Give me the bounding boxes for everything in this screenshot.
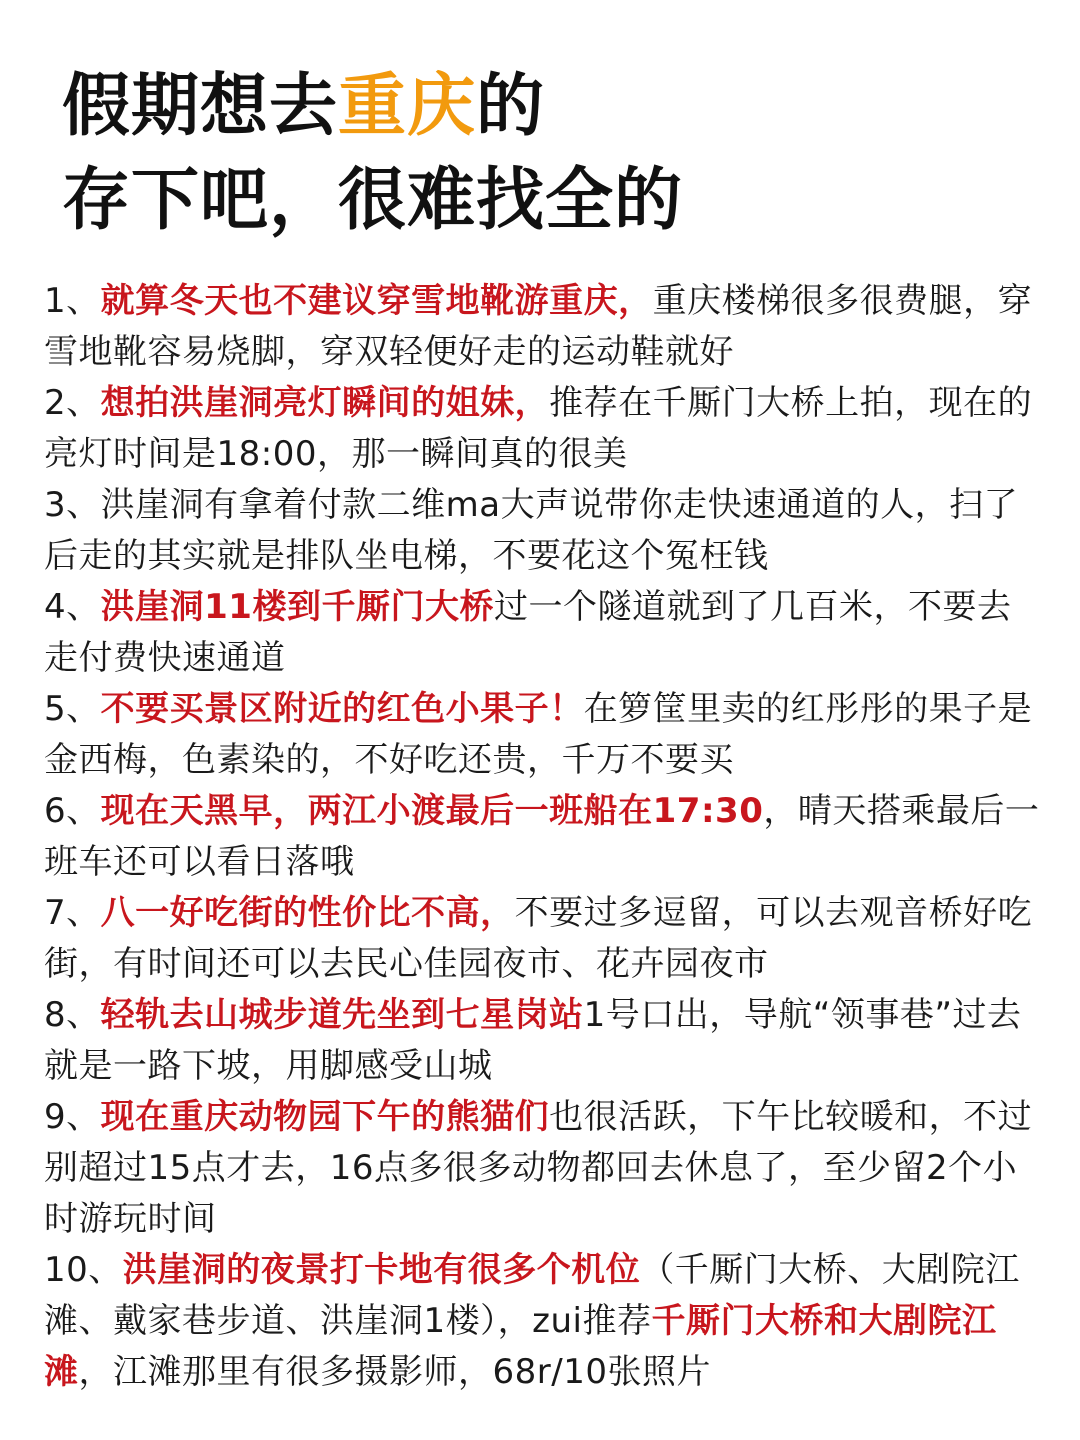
tip-highlight: 现在天黑早，两江小渡最后一班船在17:30 [100,791,764,831]
tip-number: 1、 [44,281,101,321]
title-suffix: 的 [476,67,546,146]
title-line1 [62,67,545,146]
tip-number: 7、 [44,893,101,933]
tip-text: 在箩筐里卖的红彤彤的果子是金西梅，色素染的，不好吃还贵，千万不要买 [44,689,1033,780]
tip-item-4 [44,582,1044,684]
tip-number: 9、 [44,1097,101,1137]
title-prefix: 假期想去 [62,67,339,146]
tip-highlight: 八一好吃街的性价比不高， [100,893,515,933]
tip-text: 洪崖洞有拿着付款二维ma大声说带你走快速通道的人，扫了后走的其实就是排队坐电梯，不要花这个冤枉钱 [44,485,1019,576]
tip-item-9 [44,1092,1044,1245]
tip-item-10 [44,1245,1044,1398]
tip-highlight: 想拍洪崖洞亮灯瞬间的姐妹， [100,383,550,423]
tip-number: 6、 [44,791,101,831]
tip-number: 8、 [44,995,101,1035]
tip-item-3 [44,480,1044,582]
title-line2: 存下吧，很难找全的 [62,161,684,240]
tip-item-8 [44,990,1044,1092]
tip-item-2 [44,378,1044,480]
tip-number: 5、 [44,689,101,729]
tip-text-2: ，江滩那里有很多摄影师，68r/10张照片 [78,1352,711,1392]
tip-highlight: 轻轨去山城步道先坐到七星岗站 [100,995,584,1035]
tip-number: 10、 [44,1250,123,1290]
tip-text: 不要过多逗留，可以去观音桥好吃街，有时间还可以去民心佳园夜市、花卉园夜市 [44,893,1033,984]
tip-text: ，晴天搭乘最后一班车还可以看日落哦 [44,791,1040,882]
page-title [62,60,683,248]
tip-highlight: 不要买景区附近的红色小果子！ [100,689,584,729]
tip-item-5 [44,684,1044,786]
title-accent: 重庆 [338,67,477,146]
tip-item-1 [44,276,1044,378]
tip-text: 1号口出，导航“领事巷”过去就是一路下坡，用脚感受山城 [44,995,1022,1086]
tip-item-7 [44,888,1044,990]
tip-text: 过一个隧道就到了几百米，不要去走付费快速通道 [44,587,1012,678]
tip-highlight: 洪崖洞的夜景打卡地有很多个机位 [122,1250,641,1290]
tip-highlight: 现在重庆动物园下午的熊猫们 [100,1097,550,1137]
tip-text: 也很活跃，下午比较暖和，不过别超过15点才去，16点多很多动物都回去休息了，至少留2个小时游玩时间 [44,1097,1033,1239]
tip-highlight: 洪崖洞11楼到千厮门大桥 [100,587,494,627]
tip-text: 推荐在千厮门大桥上拍，现在的亮灯时间是18:00，那一瞬间真的很美 [44,383,1033,474]
tip-text: 重庆楼梯很多很费腿，穿雪地靴容易烧脚，穿双轻便好走的运动鞋就好 [44,281,1033,372]
tip-text: （千厮门大桥、大剧院江滩、戴家巷步道、洪崖洞1楼），zui推荐 [44,1250,1020,1341]
tip-number: 2、 [44,383,101,423]
tip-number: 3、 [44,485,101,525]
tips-list [44,276,1044,1398]
tip-number: 4、 [44,587,101,627]
tip-highlight-2: 千厮门大桥和大剧院江滩 [44,1301,997,1392]
tip-highlight: 就算冬天也不建议穿雪地靴游重庆， [100,281,653,321]
tip-item-6 [44,786,1044,888]
